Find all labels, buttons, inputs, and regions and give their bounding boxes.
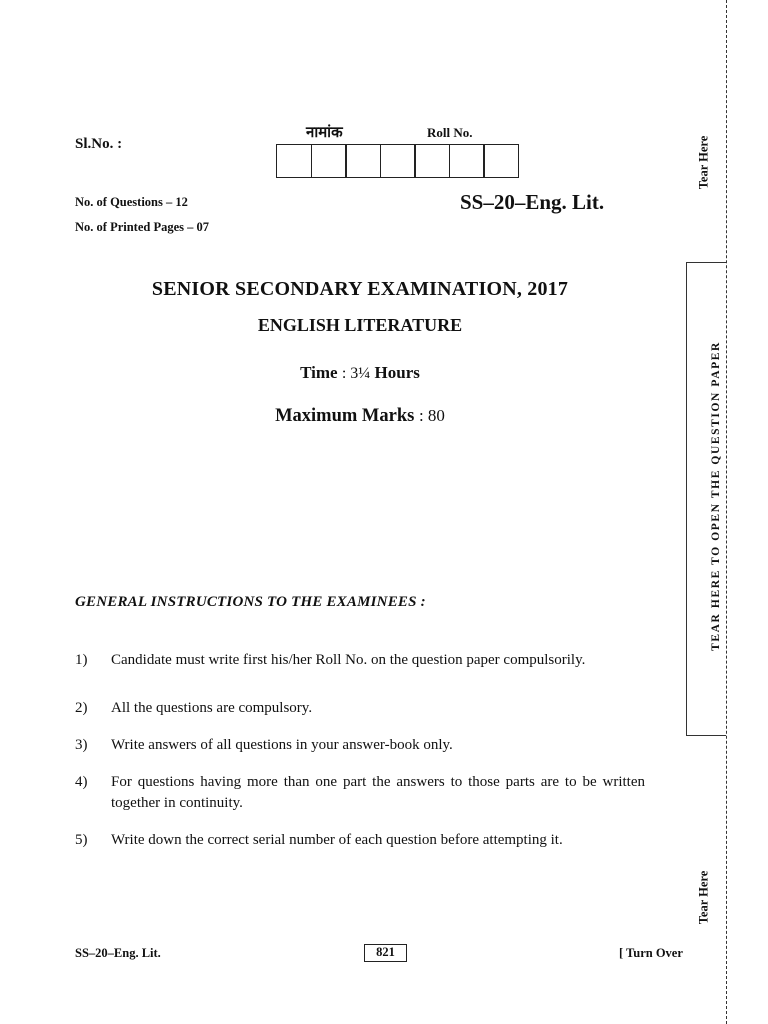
instruction-number: 5) [75, 832, 88, 848]
time-value: : 3¼ [341, 365, 371, 382]
roll-digit-box[interactable] [483, 144, 519, 178]
num-printed-pages: No. of Printed Pages – 07 [75, 220, 210, 234]
turn-over: [ Turn Over [619, 946, 683, 960]
namank-label: नामांक [306, 123, 343, 141]
instructions-heading: GENERAL INSTRUCTIONS TO THE EXAMINEES : [75, 594, 426, 610]
instruction-number: 1) [75, 652, 88, 668]
roll-digit-box[interactable] [449, 144, 485, 178]
paper-code: SS–20–Eng. Lit. [460, 190, 605, 214]
tear-here-top: Tear Here [696, 135, 711, 190]
roll-no-label: Roll No. [427, 125, 473, 140]
instruction-item [75, 650, 645, 671]
roll-digit-box[interactable] [276, 144, 312, 178]
page-number-box: 821 [364, 944, 407, 962]
roll-digit-box[interactable] [414, 144, 450, 178]
roll-digit-box[interactable] [345, 144, 381, 178]
roll-number-boxes [276, 144, 519, 178]
instruction-text: All the questions are compulsory. [111, 700, 313, 716]
sl-no-label: Sl.No. : [75, 136, 123, 152]
instruction-text: Write answers of all questions in your answer-book only. [111, 737, 453, 753]
instruction-item [75, 772, 645, 814]
roll-digit-box[interactable] [311, 144, 347, 178]
tear-instruction-text: TEAR HERE TO OPEN THE QUESTION PAPER [710, 341, 722, 651]
exam-time [0, 363, 720, 383]
instruction-text: For questions having more than one part the answers to those parts are to be written together in continuity. [111, 774, 645, 811]
time-label: Time [300, 363, 338, 382]
instruction-item [75, 698, 645, 719]
exam-title: SENIOR SECONDARY EXAMINATION, 2017 [151, 278, 569, 300]
instruction-number: 4) [75, 774, 88, 790]
instruction-text: Candidate must write first his/her Roll No. on the question paper compulsorily. [111, 652, 586, 668]
roll-digit-box[interactable] [380, 144, 416, 178]
instruction-number: 3) [75, 737, 88, 753]
marks-label: Maximum Marks [275, 406, 415, 426]
instruction-text: Write down the correct serial number of each question before attempting it. [111, 832, 563, 848]
tear-here-bottom: Tear Here [696, 870, 711, 925]
time-unit: Hours [374, 363, 420, 382]
marks-value: : 80 [418, 406, 445, 425]
footer-paper-code: SS–20–Eng. Lit. [75, 946, 161, 960]
instruction-number: 2) [75, 700, 88, 716]
num-questions: No. of Questions – 12 [75, 195, 188, 209]
instruction-item [75, 830, 645, 851]
exam-subject: ENGLISH LITERATURE [257, 315, 463, 335]
instruction-item [75, 735, 645, 756]
tear-line [726, 0, 727, 1024]
maximum-marks [0, 406, 720, 427]
